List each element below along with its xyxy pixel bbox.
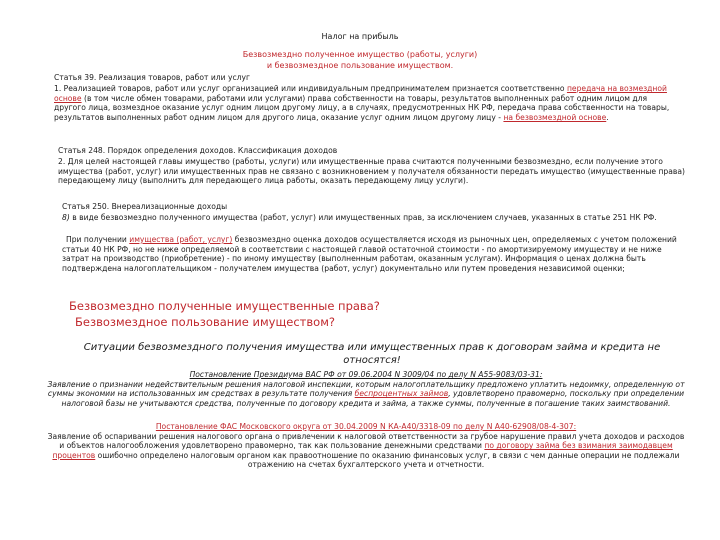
decree-vas-text	[46, 380, 686, 409]
article-250-valuation	[62, 235, 690, 273]
situations-note: Ситуации безвозмездного получения имущества или имущественных прав к договорам займа и кредита не относятся!	[83, 342, 661, 366]
article-39-paragraph	[54, 84, 674, 122]
item-8-text: в виде безвозмездно полученного имущества (работ, услуг) или имущественных прав, за исключением случаев, указанных в статье 251 НК РФ.	[72, 213, 657, 222]
item-8-number: 8)	[62, 213, 70, 222]
valuation-text: безвозмездно оценка доходов осуществляется исходя из рыночных цен, определяемых с учетом положений статьи 40 НК РФ, но не ниже определяемой в соответствии с настоящей главой остаточной стоимости - по амортизируемому имуществу и не ниже затрат на производство (приобретение) - по иному имуществу (выполненным работам, оказанным услугам). Информация о ценах должна быть подтверждена налогоплательщиком - получателем имущества (работ, услуг) документально или путем проведения независимой оценки;	[62, 235, 677, 273]
decree-fas-text-a: Заявление об оспаривании решения налогового органа о привлечении к налоговой ответственности за грубое нарушение правил учета доходов и расходов и объектов налогообложения удовлетворено правомерно, так как пользование денежными средствами	[47, 431, 685, 451]
decree-vas-text-a: Заявление о признании недействительным решения налоговой инспекции, которым налогоплательщику предложено уплатить недоимку, определенную от суммы экономии на использованных им средствах в результате получения	[47, 379, 685, 399]
decree-fas-text-b: ошибочно определено налоговым органом как правоотношение по оказанию финансовых услуг, в связи с чем данные операции не подлежали отражению на счетах бухгалтерского учета и отчетности.	[97, 450, 680, 470]
article-248-paragraph: 2. Для целей настоящей главы имущество (работы, услуги) или имущественные права считаются полученными безвозмездно, если получение этого имущества (работ, услуг) или имущественных прав не связано с возникновением у получателя обязанности передать имущество (имущественные права) передающему лицу (выполнить для передающего лица работы, оказать передающему лицу услуги).	[58, 157, 685, 186]
decree-fas-text	[46, 432, 686, 470]
article-39-text-a: 1. Реализацией товаров, работ или услуг организацией или индивидуальным предпринимателем признается соответственно	[54, 84, 565, 93]
article-39-heading: Статья 39. Реализация товаров, работ или услуг	[54, 73, 250, 82]
page-title: Налог на прибыль	[321, 32, 399, 41]
decree-vas-heading: Постановление Президиума ВАС РФ от 09.06.2004 N 3009/04 по делу N А55-9083/03-31:	[189, 370, 543, 379]
decree-fas-link-loan: по договору займа без взимания заимодавцем процентов	[52, 441, 673, 460]
article-250-item-8	[62, 213, 690, 223]
valuation-intro: При получении	[66, 235, 127, 244]
decree-vas-text-b: , удовлетворено правомерно, поскольку при определении налоговой базы не учитываются средства, полученные по договору кредита и займа, а также суммы, полученные в погашение таких заимствований.	[61, 389, 685, 408]
article-39-link-paid: передача на возмездной основе	[54, 84, 667, 103]
decree-vas-link-loans: беспроцентных займов	[354, 389, 449, 399]
article-248-heading: Статья 248. Порядок определения доходов. Классификация доходов	[58, 146, 338, 155]
article-250-heading: Статья 250. Внереализационные доходы	[62, 202, 228, 211]
question-free-use: Безвозмездное пользование имуществом?	[75, 315, 335, 329]
decree-fas-heading: Постановление ФАС Московского округа от 30.04.2009 N КА-А40/3318-09 по делу N А40-62908/08-4-307:	[155, 422, 577, 431]
article-39-text-end: .	[606, 112, 609, 122]
question-property-rights: Безвозмездно полученные имущественные права?	[69, 299, 380, 313]
article-39-link-free: на безвозмездной основе	[503, 112, 607, 122]
subtitle	[0, 49, 720, 71]
subtitle-line-1: Безвозмездно полученное имущество (работы, услуги)	[242, 50, 478, 59]
article-39-text-b: (в том числе обмен товарами, работами или услугами) права собственности на товары, результатов выполненных работ одним лицом для другого лица, возмездное оказание услуг одним лицом другому лицу, а в случаях, предусмотренных НК РФ, передача права собственности на товары, результатов выполненных работ одним лицом для другого лица, оказание услуг одним лицом другому лицу -	[54, 93, 670, 122]
decree-vas	[46, 370, 686, 408]
subtitle-line-2: и безвозмездное пользование имуществом.	[266, 61, 454, 70]
valuation-link-property: имущества (работ, услуг)	[129, 235, 233, 244]
decree-fas	[46, 422, 686, 470]
